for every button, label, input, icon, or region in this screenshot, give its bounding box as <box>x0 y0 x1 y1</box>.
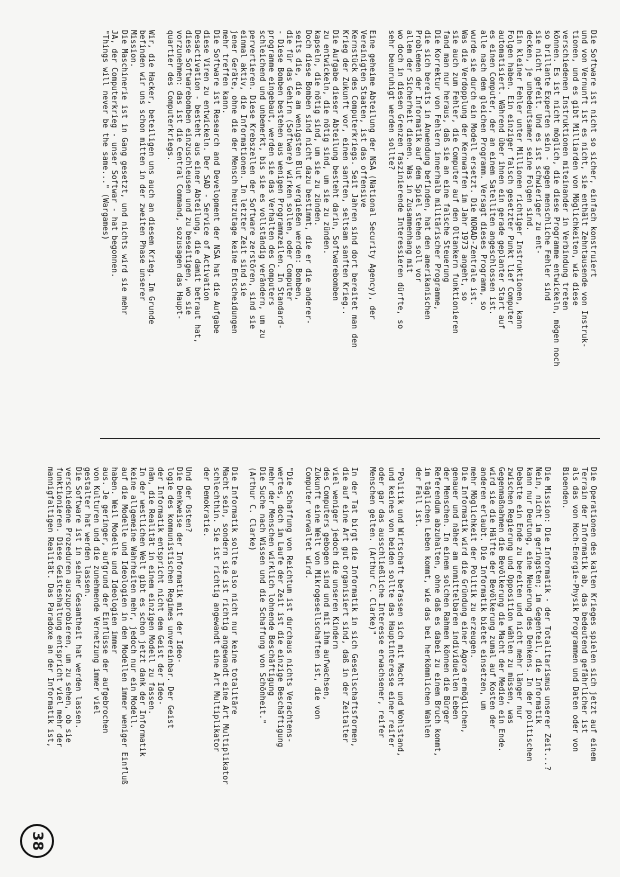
page-number-circle: 38 <box>20 824 54 858</box>
upper-text-block: Die Software ist nicht so sicher, einfach konstruiert und von Vernunft ist es nicht, sie enthält Zehntausende von Instruk- tionen, und es gibt Milliarden von Möglichkeiten, wie diese verschiedenen Instruktionen miteinander in Verbindung treten können. Es ist nicht möglich, die diese Programme entwickeln, mögen noch so brillante Experten sein - gegen menschliche Fehler sind sie nicht gefeit. Und es ist schwieriger zu ent- decken, je unbedeutsamer seine Folgen sind. Ein kleiner Fehler unter Millionen richtiger Instruktionen, kann Folgen haben. Ein einziger falsch gesetzter Punkt lief Computer automatisiert. Während über ihnen ein gerade geplanter Start auf es einen Computer, der an einem Satelliten angeschlossen ist. alle nach dem gleichen Programm. Versagt dieses Programm, so wurde sie durch ein Modell ersetzt. Die NORAD-Zentrale ist. Was die Verdopplung der Kernwaffen im Jahr 1973 angeht, so sie auch zum Fehler, die Computer auf den Oltankern funktionieren fand man nur heraus, daß sie an eine falsche Steuerung Die Korrektur von Fehlern innerhalb militärischer Programme, die sich bereits in Anwendung befinden, hat den amerikanischen Problemen der Informatik auf dem Spiel stehen soll vor allem der Sicherheit dienen. Was in Zusammenhang mit wo doch in diesen Grenzen faszinierende Interessieren dürfte, so sehr beunruhigt werden sollte? Eine geheime Abteilung der NSA (National Security Agency), der Vereinigten Staaten, ist das offensive Kernstück des Computerkriegs. Seit Jahren sind dort bereitet man den Krieg der Zukunft vor, einen sanften, seltsam sanften Krieg.. Die Aufgabe dieser Abteilung besteht darin, Softwarebomben zu entwickeln, die nötig sind, um sie zu zünden. kapseln, die nötig sind, um sie zu zünden. Doch diese Bomben sind nicht dazu bestimmt, die er die anderer- seits die, die am wenigsten Blut vergießen werden: Bomben, die für das Gehirn (Software) wirken sollen, oder Computer - Diese Bomben bestehen aus wenigen Programmzeilen. In Standard- programme eingebaut, werden sie das Verhalten des Computers schleichend und unbemerkt, bis sie es vollständig verändern, um zu pervertieren. Diese Krebszellen der Software zerstören, sind sie einmal aktiv, die Informationen. In letzter Zeit sind sie jener Geräte, ohne die der Mensch heutzutage keine Entscheidungen mehr treffen kann. Die Software ist Research and Development der NSA hat die Aufgabe diese Viren zu entwickeln. Der SAD - Service of Activation Desactivation - besteht aus einer Abteilung, die damit betraut hat, diese Softwarebomben einzuschleusen und zu beseitigen, wo sie vorzunehmen: das ist die Central Command, sozusagen das Haupt- quartier des Computerkriegs. Wir, die Hacker, beteiligen uns auch an diesem Krieg. Im Grunde befinden wir uns schon mitten in der zweiten Phase unserer Mission. Die Maschinerie ist in Gang gesetzt, und nichts wird sie mehr JA, der Computerkrieg - unser Softwar - hat begonnen. "Things will never be the same..." (Wargames) <box>101 30 598 367</box>
section-divider <box>100 438 600 439</box>
lower-text-block: Die Operationen des kalten Krieges spielen sich jetzt auf einem Terrain der Informatik ab, das bedeutend gefährlicher ist als das von Hoch-Energie-Physik Programmen und Daten oder von Bioenden. Die Mission: Die Informatik - der Totalitarismus unserer Zeit...? Nein, nicht im geringsten; im Gegenteil, die Informatik kann nur Deutung, eine Neuerung des Denkens. In der politischen Debatte ein Ende zu bereiten und nicht mehr länger nur zwischen Regierung und Opposition wählen zu müssen, was Gegenmaßnahmen die Bevölkerung die Macht der Medien ein Ende. wird sie die Hälfte der Bevölkerung zumal auf Kosten der anderen erlaubt. Die Informatik bietet einsetzen, um mehr Möglichkeit der Politik zu erzeugen. Die Informatik wird die Gründung einer Agora ermöglichen, genauer und näher am unmittelbaren individuellen Leben der Menschen. In einem solchen Rahmen können die Bürger Referendum abzuhalten, ohne daß es dabei zu einem Bruch kommt, im täglichen Leben kommt, wie das bei herkömmlichen Wahlen der Fall ist. "Politik und Wirtschaft befassen sich mit Macht und Wohlstand, und keines von beiden sollte das Hauptinteresse einer reifer oder gar das ausschließliche Interesse erwachsener, reifer Menschen gelten. (Arthur C. Clarke)" In der Tat birgt die Informatik in sich Gesellschaftsformen, die auf eine Art gut organisiert sind, daß in der Zeitalter viel weniger jedoch die unseren Kindern des Computers gebogen sind und mit ihm aufwachsen, Zukunft eine Welt von Mikrogesellschaften ist, die von Computer verwaltet wird. "Die Schaffung von Reichtum ist durchaus nichts Verachtens- wertes, doch im Laufe der Zeit ist die einzige Beschäftigung mehr der Menschen wirklich lohnende Beschäftigung Die Suche nach Wissen und die Schaffung von Schönheit." (Arthur C. Clarke) Die Informatik sollte also nicht nur keine totalitäre Macht sein, sondern sie ist richtig angewandt eine Art Multiplikator schlechthin. Sie ist richtig angewandt eine Art Multiplikator der Demokratie. Und der Osten? Die Denkweise der Informatik mit der Ideo- logie des kommunistischen Regimes unvereinbar. Der Geist der Informatik entspricht nicht dem Geist der Ideo- näm, die Realität in einem einzigen Modell zu fassen. In der westlichen Welt gibt es schon jetzt dank der Informatik keine allgemeine Wahrheiten mehr, jedoch nur ein Modell. auf die Modelle und Ideologien in den Modellen immer weniger Einfluß haben. Weil Modelle und Ideologien immer aus. Je geringer, aufgrund der Einflüsse der aufgebrochen von Kulturen und die zunehmende Vernetzung immer viel gestalter hat werden lassen. Die Software ist in seiner Gesamtheit hat werden lassen. verschiedene Prozeduren auszuprobieren, um zu sehen, ob sie funktionieren. Diese Geisteshaltung entspricht viel mehr der mannigfaltigen Realität. Das Paradoxe an der Informatik ist, <box>46 467 598 785</box>
